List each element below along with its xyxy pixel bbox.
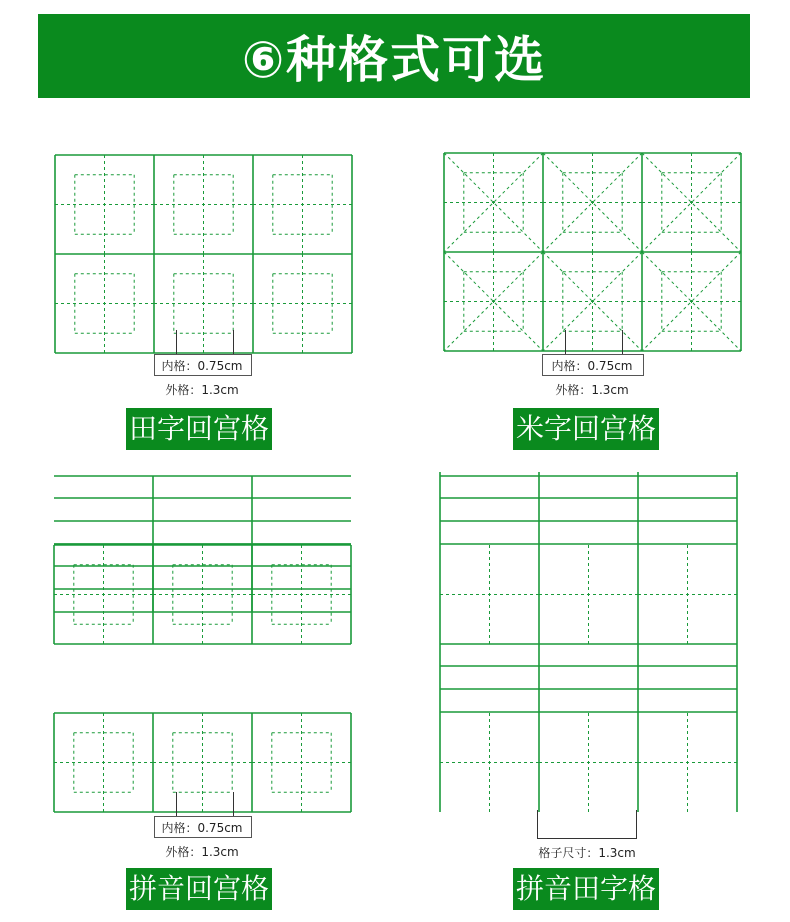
panel-pinyin-huigongge [0, 460, 395, 922]
inner-size-bracket [176, 792, 234, 817]
format-label: 拼音回宫格 [126, 868, 272, 910]
format-label: 拼音田字格 [513, 868, 659, 910]
inner-size-bracket [176, 330, 234, 355]
grid-size-label: 格子尺寸：1.3cm [538, 846, 636, 860]
panel-pinyin-tianzige [395, 460, 790, 922]
format-label: 田字回宫格 [126, 408, 272, 450]
inner-size-bracket [565, 330, 623, 355]
inner-size-label: 内格：0.75cm [161, 359, 243, 373]
outer-size-label: 外格：1.3cm [555, 383, 629, 397]
inner-size-label: 内格：0.75cm [161, 821, 243, 835]
size-bracket [537, 810, 637, 839]
page-title: ⑥种格式可选 [241, 31, 547, 89]
pinyin-hui-grid-lines [54, 476, 351, 812]
mizi-grid-lines [444, 153, 741, 351]
outer-size-label: 外格：1.3cm [165, 383, 239, 397]
pinyin-tian-grid-lines [440, 472, 737, 812]
panel-mizi-huigongge [395, 0, 790, 460]
tianzi-grid-lines [55, 155, 352, 353]
outer-size-label: 外格：1.3cm [165, 845, 239, 859]
format-label: 米字回宫格 [513, 408, 659, 450]
panel-tianzi-huigongge [0, 0, 395, 460]
inner-size-label: 内格：0.75cm [551, 359, 633, 373]
